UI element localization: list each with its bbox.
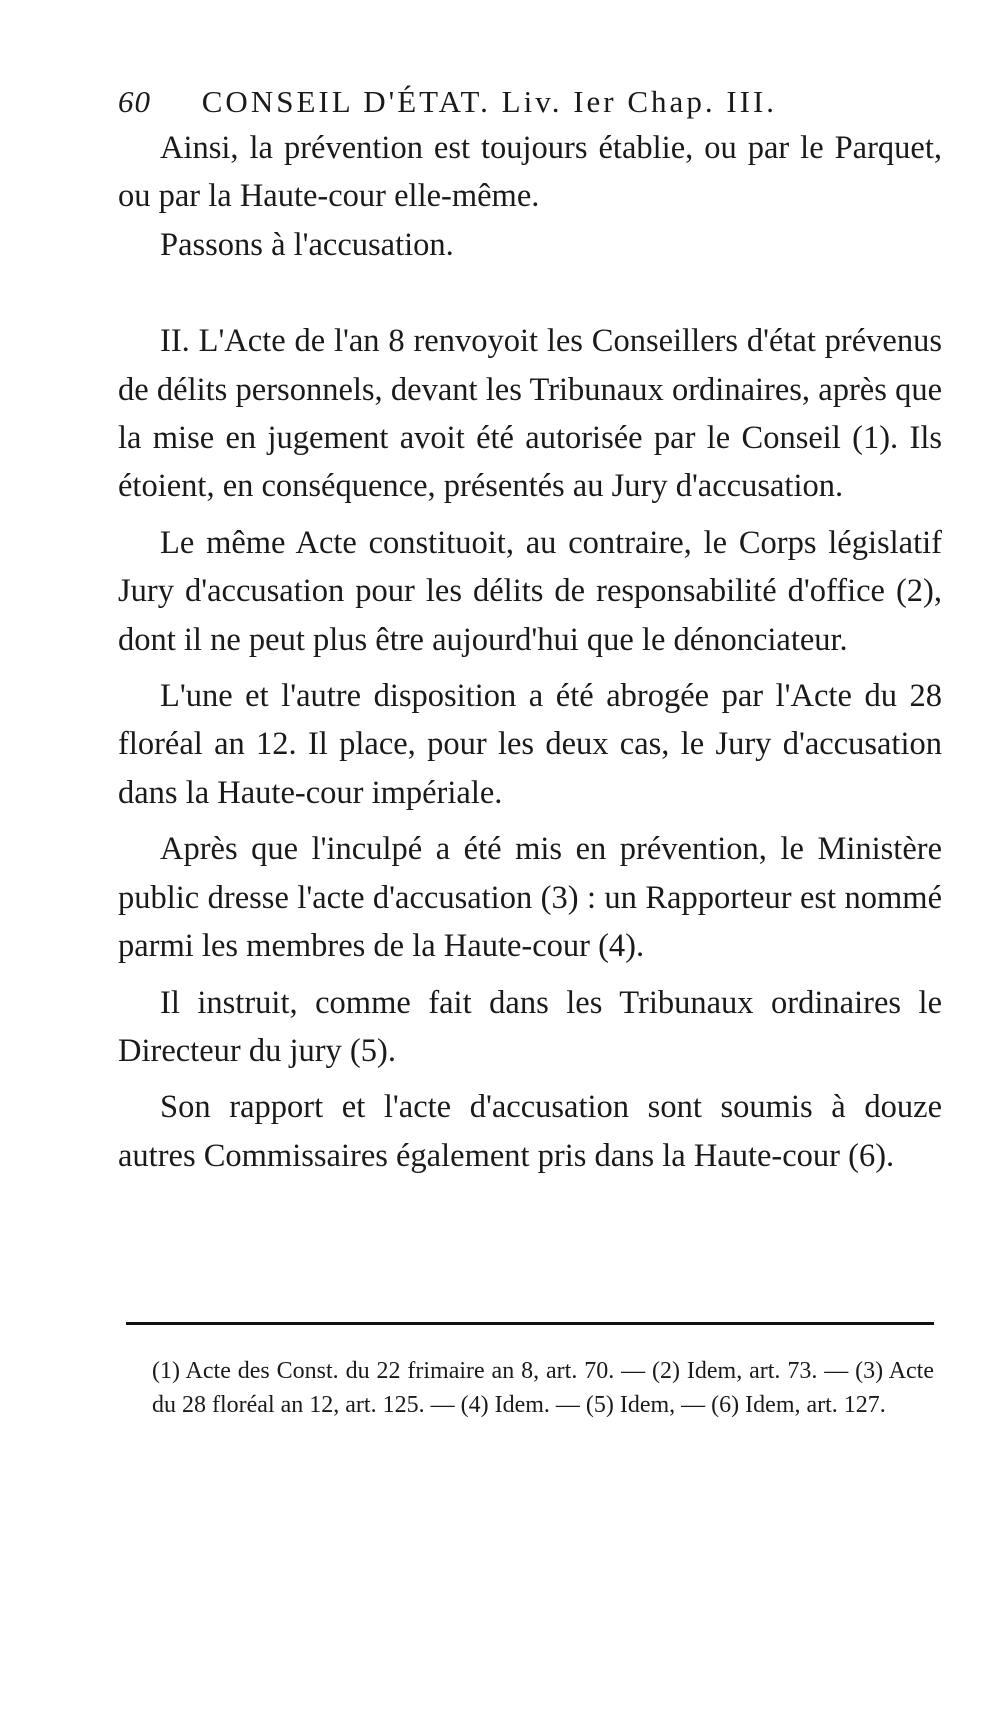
paragraph-instruction: Il instruit, comme fait dans les Tribunaux ordinaires le Directeur du jury (5). [118, 984, 942, 1069]
footnote-divider [126, 1322, 934, 1325]
page-number: 60 [118, 84, 151, 119]
body-text [118, 124, 942, 1180]
page-header [118, 84, 938, 124]
paragraph-accusation-transition: Passons à l'accusation. [160, 226, 454, 263]
paragraph-section-ii: II. L'Acte de l'an 8 renvoyoit les Conseillers d'état prévenus de délits personnels, devant les Tribunaux ordinaires, après que la mise en jugement avoit été autorisée par le Conseil (1). Ils étoient, en conséquence, présentés au Jury d'accusation. [118, 323, 942, 505]
paragraph-abrogation: L'une et l'autre disposition a été abrogée par l'Acte du 28 floréal an 12. Il place, pour les deux cas, le Jury d'accusation dans la Haute-cour impériale. [118, 678, 942, 811]
paragraph-commissaires: Son rapport et l'acte d'accusation sont soumis à douze autres Commissaires également pris dans la Haute-cour (6). [118, 1089, 942, 1174]
footnotes: (1) Acte des Const. du 22 frimaire an 8, art. 70. — (2) Idem, art. 73. — (3) Acte du 28 floréal an 12, art. 125. — (4) Idem. — (5) Idem, — (6) Idem, art. 127. [152, 1358, 934, 1418]
running-title: CONSEIL D'ÉTAT. Liv. Ier Chap. III. [201, 84, 778, 119]
paragraph-corps-legislatif: Le même Acte constituoit, au contraire, le Corps législatif Jury d'accusation pour les délits de responsabilité d'office (2), dont il ne peut plus être aujourd'hui que le dénonciateur. [118, 524, 942, 658]
paragraph-prevention: Ainsi, la prévention est toujours établie, ou par le Parquet, ou par la Haute-cour elle-même. [118, 130, 942, 215]
paragraph-rapporteur: Après que l'inculpé a été mis en prévention, le Ministère public dresse l'acte d'accusation (3) : un Rapporteur est nommé parmi les membres de la Haute-cour (4). [118, 831, 942, 965]
